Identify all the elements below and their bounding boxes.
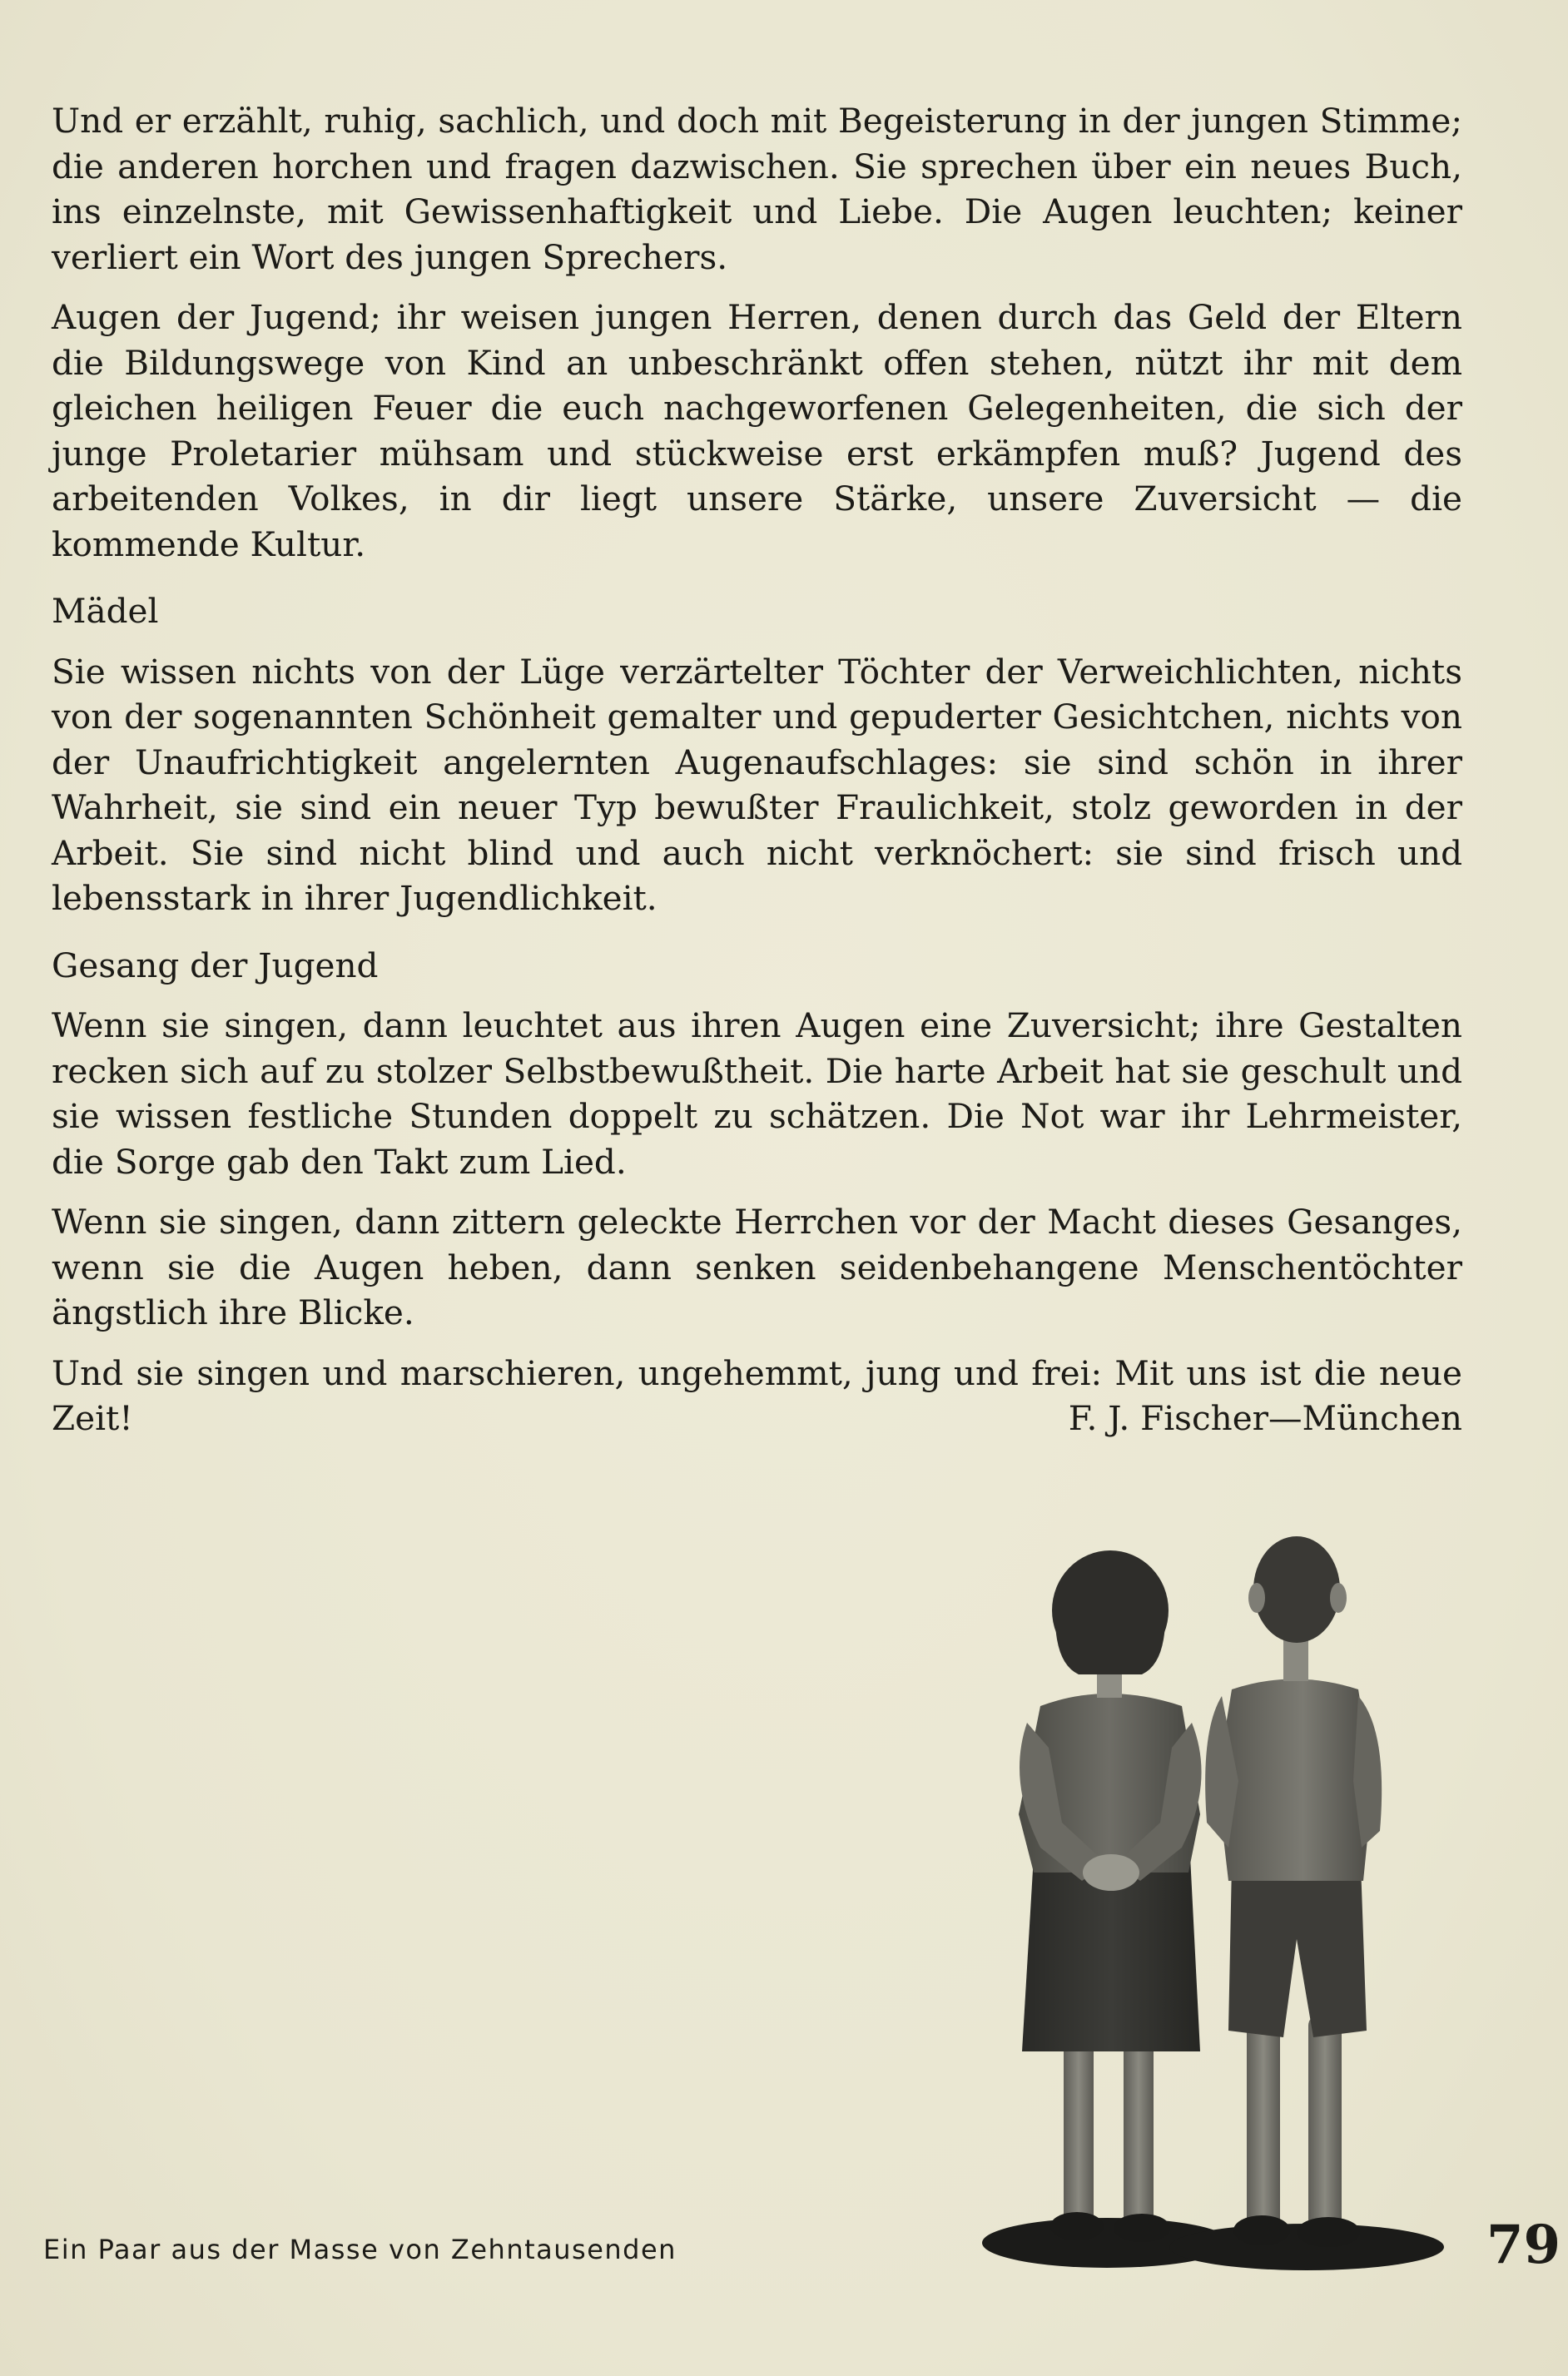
photo-caption: Ein Paar aus der Masse von Zehntausenden <box>43 2234 677 2265</box>
author-signature: F. J. Fischer—München <box>1068 1398 1462 1438</box>
heading-maedel: Mädel <box>52 591 159 631</box>
heading-gesang-der-jugend: Gesang der Jugend <box>52 945 379 985</box>
boy-figure <box>1205 1536 1382 2247</box>
article-body <box>52 98 1462 1441</box>
paragraph-gesang-3: Und sie singen und marschieren, ungehemmt, jung und frei: Mit uns ist die neue Zeit! <box>52 1352 1462 1438</box>
paragraph-maedel: Sie wissen nichts von der Lüge verzärtelter Töchter der Verweichlichten, nichts von der sogenannten Schönheit gemalter und gepuderter Gesichtchen, nichts von der Unaufrichtigkeit angelernten Augenaufschlages: sie sind schön in ihrer Wahrheit, sie sind ein neuer Typ bewußter Fraulichkeit, stolz geworden in der Arbeit. Sie sind nicht blind und auch nicht verknöchert: sie sind frisch und lebensstark in ihrer Jugendlichkeit. <box>52 651 1462 918</box>
paragraph-augen-der-jugend: Augen der Jugend; ihr weisen jungen Herren, denen durch das Geld der Eltern die Bildungswege von Kind an unbeschränkt offen stehen, nützt ihr mit dem gleichen heiligen Feuer die euch nachgeworfenen Gelegenheiten, die sich der junge Proletarier mühsam und stückweise erst erkämpfen muß? Jugend des arbeitenden Volkes, in dir liegt unsere Stärke, unsere Zuversicht — die kommende Kultur. <box>52 297 1462 564</box>
photo-young-couple <box>982 1431 1448 2272</box>
girl-figure <box>1019 1550 1202 2242</box>
paragraph-gesang-2: Wenn sie singen, dann zittern geleckte Herrchen vor der Macht dieses Gesanges, wenn sie die Augen heben, dann senken seidenbehangene Menschentöchter ängstlich ihre Blicke. <box>52 1202 1462 1332</box>
page-number: 79 <box>1486 2214 1561 2276</box>
closing-block <box>52 1351 1462 1441</box>
paragraph-gesang-1: Wenn sie singen, dann leuchtet aus ihren Augen eine Zuversicht; ihre Gestalten recken sich auf zu stolzer Selbstbewußtheit. Die harte Arbeit hat sie geschult und sie wissen festliche Stunden doppelt zu schätzen. Die Not war ihr Lehrmeister, die Sorge gab den Takt zum Lied. <box>52 1005 1462 1182</box>
paragraph-intro: Und er erzählt, ruhig, sachlich, und doch mit Begeisterung in der jungen Stimme; die anderen horchen und fragen dazwischen. Sie sprechen über ein neues Buch, ins einzelnste, mit Gewissenhaftigkeit und Liebe. Die Augen leuchten; keiner verliert ein Wort des jungen Sprechers. <box>52 101 1462 277</box>
